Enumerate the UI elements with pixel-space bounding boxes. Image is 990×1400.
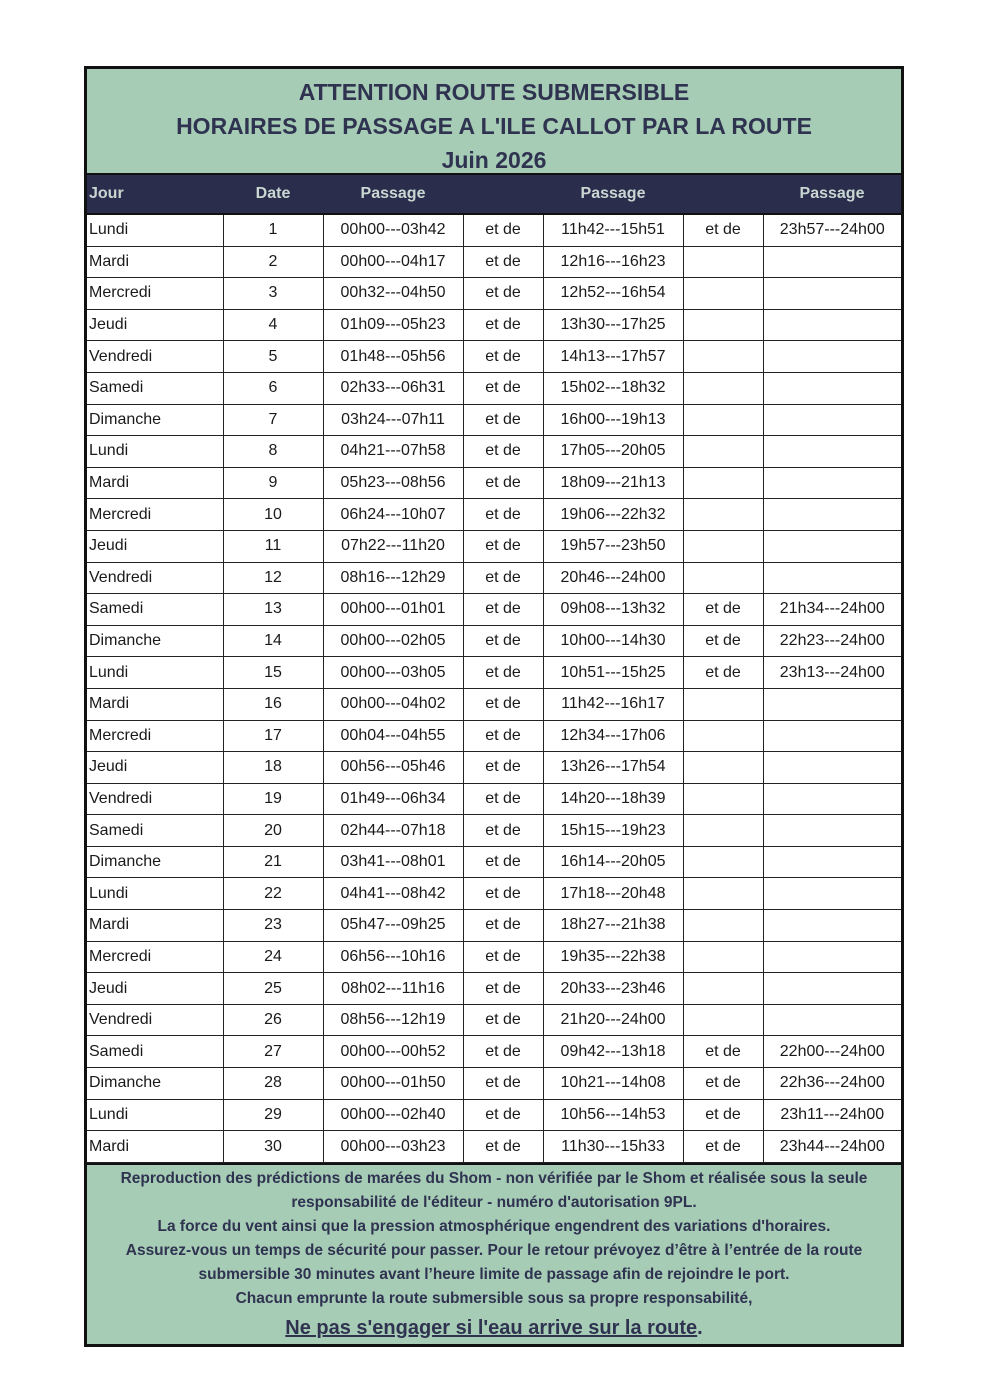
disclaimer-line: Chacun emprunte la route submersible sous sa propre responsabilité, — [235, 1289, 753, 1307]
date-cell: 5 — [223, 341, 323, 373]
connector-cell: et de — [463, 815, 543, 847]
passage-2-cell: 14h13---17h57 — [543, 341, 683, 373]
day-cell: Lundi — [87, 1099, 223, 1131]
connector-cell — [683, 783, 763, 815]
title-block — [87, 69, 901, 175]
connector-cell: et de — [463, 657, 543, 689]
connector-cell — [683, 246, 763, 278]
passage-3-cell: 23h11---24h00 — [763, 1099, 901, 1131]
table-row — [87, 815, 901, 847]
day-cell: Mardi — [87, 1131, 223, 1163]
passage-1-cell: 08h16---12h29 — [323, 562, 463, 594]
table-row — [87, 404, 901, 436]
table-row — [87, 215, 901, 246]
date-cell: 6 — [223, 372, 323, 404]
passage-1-cell: 00h00---00h52 — [323, 1036, 463, 1068]
day-cell: Jeudi — [87, 752, 223, 784]
date-cell: 12 — [223, 562, 323, 594]
date-cell: 26 — [223, 1004, 323, 1036]
date-cell: 7 — [223, 404, 323, 436]
passage-3-cell — [763, 530, 901, 562]
date-cell: 25 — [223, 973, 323, 1005]
passage-3-cell — [763, 499, 901, 531]
date-cell: 27 — [223, 1036, 323, 1068]
date-cell: 15 — [223, 657, 323, 689]
connector-cell — [683, 499, 763, 531]
connector-cell — [683, 341, 763, 373]
passage-2-cell: 17h05---20h05 — [543, 436, 683, 468]
connector-cell — [683, 309, 763, 341]
table-row — [87, 941, 901, 973]
day-cell: Jeudi — [87, 530, 223, 562]
passage-3-cell — [763, 973, 901, 1005]
connector-cell — [683, 278, 763, 310]
connector-cell: et de — [683, 1036, 763, 1068]
passage-1-cell: 00h00---03h23 — [323, 1131, 463, 1163]
table-row — [87, 278, 901, 310]
passage-2-cell: 11h42---16h17 — [543, 688, 683, 720]
disclaimer-line: submersible 30 minutes avant l’heure limite de passage afin de rejoindre le port. — [198, 1265, 790, 1283]
passage-3-cell — [763, 372, 901, 404]
table-row — [87, 1131, 901, 1163]
column-passage-2: Passage — [580, 185, 646, 202]
passage-2-cell: 12h34---17h06 — [543, 720, 683, 752]
connector-cell: et de — [463, 1036, 543, 1068]
connector-cell — [683, 846, 763, 878]
connector-cell — [683, 815, 763, 847]
passage-3-cell: 23h13---24h00 — [763, 657, 901, 689]
day-cell: Vendredi — [87, 562, 223, 594]
connector-cell: et de — [463, 625, 543, 657]
table-row — [87, 309, 901, 341]
passage-2-cell: 17h18---20h48 — [543, 878, 683, 910]
passage-1-cell: 03h24---07h11 — [323, 404, 463, 436]
passage-3-cell — [763, 278, 901, 310]
table-row — [87, 530, 901, 562]
disclaimer-block — [87, 1163, 901, 1344]
connector-cell: et de — [463, 752, 543, 784]
column-date: Date — [255, 185, 291, 202]
passage-2-cell: 15h02---18h32 — [543, 372, 683, 404]
passage-1-cell: 07h22---11h20 — [323, 530, 463, 562]
connector-cell: et de — [463, 973, 543, 1005]
passage-1-cell: 00h00---02h05 — [323, 625, 463, 657]
passage-2-cell: 10h56---14h53 — [543, 1099, 683, 1131]
passage-2-cell: 09h08---13h32 — [543, 594, 683, 626]
passage-2-cell: 10h00---14h30 — [543, 625, 683, 657]
table-row — [87, 372, 901, 404]
day-cell: Mercredi — [87, 278, 223, 310]
table-row — [87, 594, 901, 626]
date-cell: 22 — [223, 878, 323, 910]
table-row — [87, 499, 901, 531]
connector-cell: et de — [463, 499, 543, 531]
tide-schedule — [84, 66, 904, 1347]
day-cell: Samedi — [87, 1036, 223, 1068]
passage-3-cell: 22h00---24h00 — [763, 1036, 901, 1068]
date-cell: 10 — [223, 499, 323, 531]
date-cell: 19 — [223, 783, 323, 815]
column-passage-3: Passage — [799, 185, 865, 202]
passage-2-cell: 10h51---15h25 — [543, 657, 683, 689]
passage-2-cell: 16h14---20h05 — [543, 846, 683, 878]
safety-warning-end: . — [697, 1316, 703, 1339]
connector-cell: et de — [463, 436, 543, 468]
disclaimer-line: responsabilité de l'éditeur - numéro d'autorisation 9PL. — [291, 1193, 697, 1211]
date-cell: 11 — [223, 530, 323, 562]
passage-2-cell: 13h30---17h25 — [543, 309, 683, 341]
passage-1-cell: 00h56---05h46 — [323, 752, 463, 784]
connector-cell: et de — [463, 341, 543, 373]
passage-1-cell: 08h56---12h19 — [323, 1004, 463, 1036]
passage-3-cell — [763, 246, 901, 278]
passage-1-cell: 08h02---11h16 — [323, 973, 463, 1005]
connector-cell — [683, 562, 763, 594]
passage-2-cell: 10h21---14h08 — [543, 1068, 683, 1100]
date-cell: 23 — [223, 910, 323, 942]
connector-cell: et de — [463, 941, 543, 973]
passage-3-cell: 21h34---24h00 — [763, 594, 901, 626]
table-row — [87, 341, 901, 373]
passage-3-cell — [763, 562, 901, 594]
passage-3-cell — [763, 720, 901, 752]
connector-cell — [683, 404, 763, 436]
date-cell: 18 — [223, 752, 323, 784]
passage-2-cell: 19h06---22h32 — [543, 499, 683, 531]
passage-2-cell: 20h46---24h00 — [543, 562, 683, 594]
date-cell: 20 — [223, 815, 323, 847]
connector-cell: et de — [463, 594, 543, 626]
passage-1-cell: 03h41---08h01 — [323, 846, 463, 878]
passage-2-cell: 12h16---16h23 — [543, 246, 683, 278]
day-cell: Dimanche — [87, 625, 223, 657]
connector-cell: et de — [683, 1099, 763, 1131]
passage-3-cell — [763, 941, 901, 973]
connector-cell: et de — [463, 372, 543, 404]
connector-cell: et de — [463, 878, 543, 910]
date-cell: 17 — [223, 720, 323, 752]
column-header-row — [87, 175, 901, 215]
date-cell: 9 — [223, 467, 323, 499]
passage-3-cell — [763, 309, 901, 341]
connector-cell — [683, 941, 763, 973]
passage-3-cell — [763, 467, 901, 499]
passage-1-cell: 00h00---04h17 — [323, 246, 463, 278]
title-warning: ATTENTION ROUTE SUBMERSIBLE — [298, 79, 690, 105]
passage-1-cell: 04h21---07h58 — [323, 436, 463, 468]
day-cell: Mardi — [87, 910, 223, 942]
connector-cell: et de — [683, 657, 763, 689]
date-cell: 16 — [223, 688, 323, 720]
table-row — [87, 1068, 901, 1100]
table-row — [87, 688, 901, 720]
date-cell: 13 — [223, 594, 323, 626]
table-row — [87, 910, 901, 942]
passage-3-cell — [763, 910, 901, 942]
passage-3-cell: 23h57---24h00 — [763, 215, 901, 246]
passage-3-cell: 22h23---24h00 — [763, 625, 901, 657]
connector-cell: et de — [683, 215, 763, 246]
day-cell: Lundi — [87, 215, 223, 246]
passage-2-cell: 18h09---21h13 — [543, 467, 683, 499]
day-cell: Samedi — [87, 594, 223, 626]
passage-1-cell: 06h24---10h07 — [323, 499, 463, 531]
passage-3-cell — [763, 815, 901, 847]
day-cell: Mercredi — [87, 941, 223, 973]
date-cell: 14 — [223, 625, 323, 657]
table-row — [87, 1036, 901, 1068]
day-cell: Samedi — [87, 372, 223, 404]
passage-2-cell: 19h57---23h50 — [543, 530, 683, 562]
passage-1-cell: 00h00---01h01 — [323, 594, 463, 626]
connector-cell: et de — [463, 1004, 543, 1036]
passage-2-cell: 14h20---18h39 — [543, 783, 683, 815]
passage-3-cell — [763, 878, 901, 910]
table-row — [87, 752, 901, 784]
connector-cell: et de — [463, 846, 543, 878]
passage-1-cell: 00h04---04h55 — [323, 720, 463, 752]
connector-cell: et de — [463, 910, 543, 942]
passage-3-cell: 22h36---24h00 — [763, 1068, 901, 1100]
connector-cell: et de — [463, 1131, 543, 1163]
passage-1-cell: 00h00---03h05 — [323, 657, 463, 689]
disclaimer-line: Reproduction des prédictions de marées du Shom - non vérifiée par le Shom et réalisée sous la seule — [120, 1169, 868, 1187]
passage-2-cell: 13h26---17h54 — [543, 752, 683, 784]
connector-cell: et de — [683, 594, 763, 626]
day-cell: Lundi — [87, 657, 223, 689]
passage-1-cell: 02h44---07h18 — [323, 815, 463, 847]
disclaimer-line: La force du vent ainsi que la pression atmosphérique engendrent des variations d'horaires. — [157, 1217, 831, 1235]
connector-cell — [683, 752, 763, 784]
passage-2-cell: 20h33---23h46 — [543, 973, 683, 1005]
day-cell: Lundi — [87, 878, 223, 910]
connector-cell: et de — [463, 1099, 543, 1131]
day-cell: Vendredi — [87, 341, 223, 373]
table-row — [87, 436, 901, 468]
table-row — [87, 973, 901, 1005]
table-row — [87, 246, 901, 278]
day-cell: Mardi — [87, 246, 223, 278]
passage-1-cell: 00h00---04h02 — [323, 688, 463, 720]
date-cell: 30 — [223, 1131, 323, 1163]
connector-cell: et de — [463, 309, 543, 341]
connector-cell: et de — [463, 720, 543, 752]
connector-cell — [683, 910, 763, 942]
day-cell: Dimanche — [87, 1068, 223, 1100]
day-cell: Vendredi — [87, 783, 223, 815]
date-cell: 28 — [223, 1068, 323, 1100]
table-row — [87, 720, 901, 752]
day-cell: Dimanche — [87, 404, 223, 436]
passage-2-cell: 18h27---21h38 — [543, 910, 683, 942]
passage-3-cell — [763, 688, 901, 720]
safety-warning-text: Ne pas s'engager si l'eau arrive sur la route — [285, 1316, 698, 1339]
connector-cell: et de — [463, 404, 543, 436]
passage-2-cell: 21h20---24h00 — [543, 1004, 683, 1036]
passage-1-cell: 02h33---06h31 — [323, 372, 463, 404]
day-cell: Dimanche — [87, 846, 223, 878]
table-row — [87, 625, 901, 657]
passage-1-cell: 05h23---08h56 — [323, 467, 463, 499]
connector-cell: et de — [463, 1068, 543, 1100]
passage-1-cell: 01h49---06h34 — [323, 783, 463, 815]
table-row — [87, 878, 901, 910]
connector-cell: et de — [463, 530, 543, 562]
day-cell: Jeudi — [87, 309, 223, 341]
table-row — [87, 1099, 901, 1131]
day-cell: Mardi — [87, 467, 223, 499]
day-cell: Mardi — [87, 688, 223, 720]
table-row — [87, 562, 901, 594]
day-cell: Jeudi — [87, 973, 223, 1005]
passage-2-cell: 19h35---22h38 — [543, 941, 683, 973]
passage-3-cell — [763, 341, 901, 373]
passage-3-cell — [763, 404, 901, 436]
passage-2-cell: 11h42---15h51 — [543, 215, 683, 246]
date-cell: 3 — [223, 278, 323, 310]
connector-cell: et de — [463, 783, 543, 815]
passage-1-cell: 00h32---04h50 — [323, 278, 463, 310]
day-cell: Mercredi — [87, 720, 223, 752]
passage-1-cell: 00h00---02h40 — [323, 1099, 463, 1131]
connector-cell — [683, 530, 763, 562]
passage-1-cell: 01h48---05h56 — [323, 341, 463, 373]
passage-1-cell: 01h09---05h23 — [323, 309, 463, 341]
table-row — [87, 467, 901, 499]
table-row — [87, 657, 901, 689]
table-row — [87, 1004, 901, 1036]
date-cell: 2 — [223, 246, 323, 278]
passage-2-cell: 12h52---16h54 — [543, 278, 683, 310]
connector-cell: et de — [683, 1131, 763, 1163]
day-cell: Mercredi — [87, 499, 223, 531]
connector-cell — [683, 436, 763, 468]
title-month: Juin 2026 — [441, 147, 547, 173]
passage-3-cell — [763, 846, 901, 878]
connector-cell: et de — [463, 688, 543, 720]
connector-cell: et de — [463, 278, 543, 310]
day-cell: Lundi — [87, 436, 223, 468]
connector-cell: et de — [683, 625, 763, 657]
connector-cell: et de — [683, 1068, 763, 1100]
table-row — [87, 846, 901, 878]
passage-3-cell — [763, 783, 901, 815]
connector-cell — [683, 1004, 763, 1036]
day-cell: Samedi — [87, 815, 223, 847]
passage-1-cell: 05h47---09h25 — [323, 910, 463, 942]
date-cell: 24 — [223, 941, 323, 973]
connector-cell — [683, 372, 763, 404]
connector-cell — [683, 467, 763, 499]
passage-3-cell — [763, 752, 901, 784]
date-cell: 8 — [223, 436, 323, 468]
connector-cell: et de — [463, 467, 543, 499]
passage-1-cell: 04h41---08h42 — [323, 878, 463, 910]
passage-1-cell: 06h56---10h16 — [323, 941, 463, 973]
connector-cell — [683, 720, 763, 752]
passage-1-cell: 00h00---03h42 — [323, 215, 463, 246]
passage-2-cell: 16h00---19h13 — [543, 404, 683, 436]
column-jour: Jour — [89, 185, 124, 202]
connector-cell: et de — [463, 215, 543, 246]
connector-cell: et de — [463, 246, 543, 278]
passage-3-cell — [763, 1004, 901, 1036]
passage-2-cell: 15h15---19h23 — [543, 815, 683, 847]
column-passage-1: Passage — [360, 185, 426, 202]
safety-warning — [107, 1313, 881, 1343]
date-cell: 1 — [223, 215, 323, 246]
connector-cell — [683, 688, 763, 720]
table-row — [87, 783, 901, 815]
connector-cell — [683, 878, 763, 910]
date-cell: 21 — [223, 846, 323, 878]
connector-cell: et de — [463, 562, 543, 594]
title-main: HORAIRES DE PASSAGE A L'ILE CALLOT PAR LA ROUTE — [176, 113, 812, 139]
passage-2-cell: 11h30---15h33 — [543, 1131, 683, 1163]
passage-1-cell: 00h00---01h50 — [323, 1068, 463, 1100]
day-cell: Vendredi — [87, 1004, 223, 1036]
passage-3-cell: 23h44---24h00 — [763, 1131, 901, 1163]
passage-2-cell: 09h42---13h18 — [543, 1036, 683, 1068]
date-cell: 29 — [223, 1099, 323, 1131]
date-cell: 4 — [223, 309, 323, 341]
schedule-table — [87, 215, 901, 1163]
disclaimer-line: Assurez-vous un temps de sécurité pour passer. Pour le retour prévoyez d’être à l’entrée de la route — [125, 1241, 863, 1259]
passage-3-cell — [763, 436, 901, 468]
connector-cell — [683, 973, 763, 1005]
